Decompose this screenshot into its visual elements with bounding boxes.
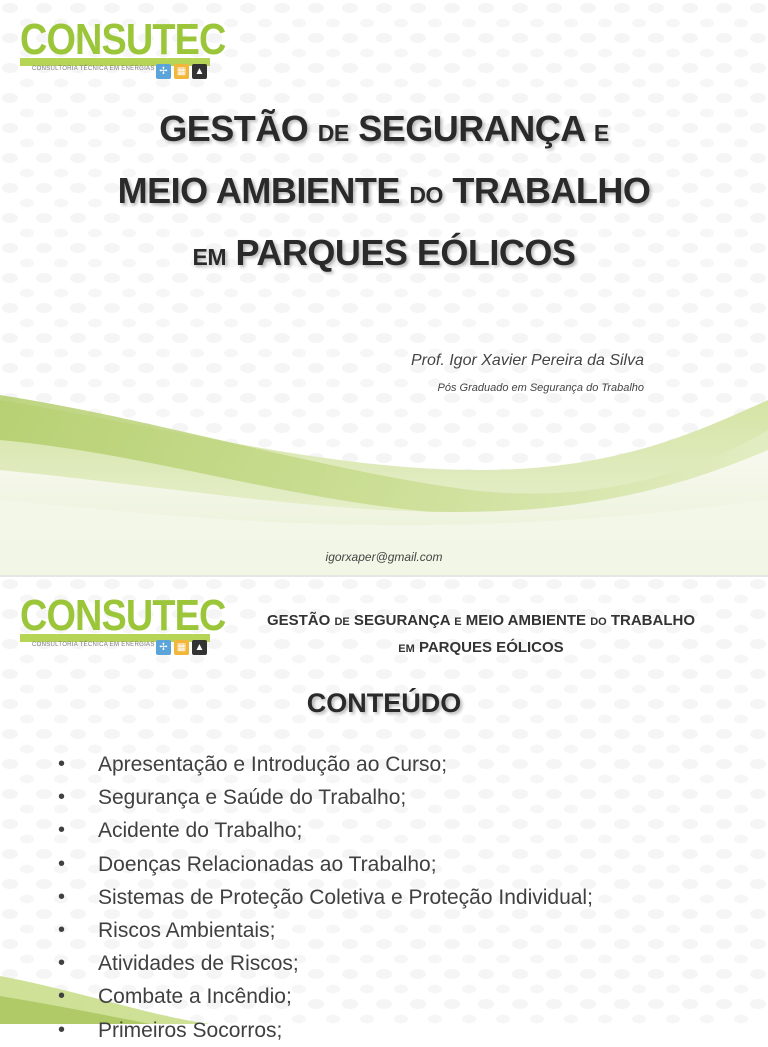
logo-text-part2: TEC bbox=[152, 15, 226, 64]
logo-text-part1: CONSU bbox=[20, 591, 153, 640]
wind-turbine-icon: ✢ bbox=[156, 640, 171, 655]
title-line-3: EM PARQUES EÓLICOS bbox=[192, 232, 576, 273]
oil-pump-icon: ▲ bbox=[192, 64, 207, 79]
logo-tagline: CONSULTORIA TÉCNICA EM ENERGIAS bbox=[32, 66, 155, 72]
list-item: • Primeiros Socorros; bbox=[58, 1014, 593, 1047]
list-item: • Atividades de Riscos; bbox=[58, 947, 593, 980]
list-item: • Combate a Incêndio; bbox=[58, 980, 593, 1013]
list-item: • Segurança e Saúde do Trabalho; bbox=[58, 781, 593, 814]
title-line-2: MEIO AMBIENTE DO TRABALHO bbox=[117, 170, 651, 211]
header-line-1: GESTÃO DE SEGURANÇA E MEIO AMBIENTE DO TRABALHO bbox=[266, 612, 696, 629]
oil-pump-icon: ▲ bbox=[192, 640, 207, 655]
list-item: • Doenças Relacionadas ao Trabalho; bbox=[58, 848, 593, 881]
list-item: • Sistemas de Proteção Coletiva e Proteção Individual; bbox=[58, 881, 593, 914]
list-item: • Acidente do Trabalho; bbox=[58, 814, 593, 847]
header-line-2: EM PARQUES EÓLICOS bbox=[398, 639, 564, 656]
logo-text-part1: CONSU bbox=[20, 15, 153, 64]
logo-text-part2: TEC bbox=[152, 591, 226, 640]
slide-header-title bbox=[222, 608, 740, 662]
wind-turbine-icon: ✢ bbox=[156, 64, 171, 79]
consutec-logo bbox=[20, 14, 226, 82]
title-line-1: GESTÃO DE SEGURANÇA E bbox=[159, 108, 609, 149]
solar-panel-icon: ▦ bbox=[174, 640, 189, 655]
slide-divider bbox=[0, 575, 768, 577]
slide-title bbox=[0, 100, 768, 286]
contact-email[interactable]: igorxaper@gmail.com bbox=[325, 550, 443, 564]
solar-panel-icon: ▦ bbox=[174, 64, 189, 79]
topic-list bbox=[58, 748, 593, 1047]
contents-heading: CONTEÚDO bbox=[306, 688, 462, 718]
list-item: • Riscos Ambientais; bbox=[58, 914, 593, 947]
logo-tagline: CONSULTORIA TÉCNICA EM ENERGIAS bbox=[32, 642, 155, 648]
logo-wordmark bbox=[20, 14, 225, 66]
logo-wordmark bbox=[20, 590, 225, 642]
contents-slide bbox=[0, 576, 768, 1042]
consutec-logo bbox=[20, 590, 226, 658]
author-name: Prof. Igor Xavier Pereira da Silva bbox=[411, 352, 644, 369]
author-credentials: Pós Graduado em Segurança do Trabalho bbox=[437, 382, 644, 394]
list-item: • Apresentação e Introdução ao Curso; bbox=[58, 748, 593, 781]
